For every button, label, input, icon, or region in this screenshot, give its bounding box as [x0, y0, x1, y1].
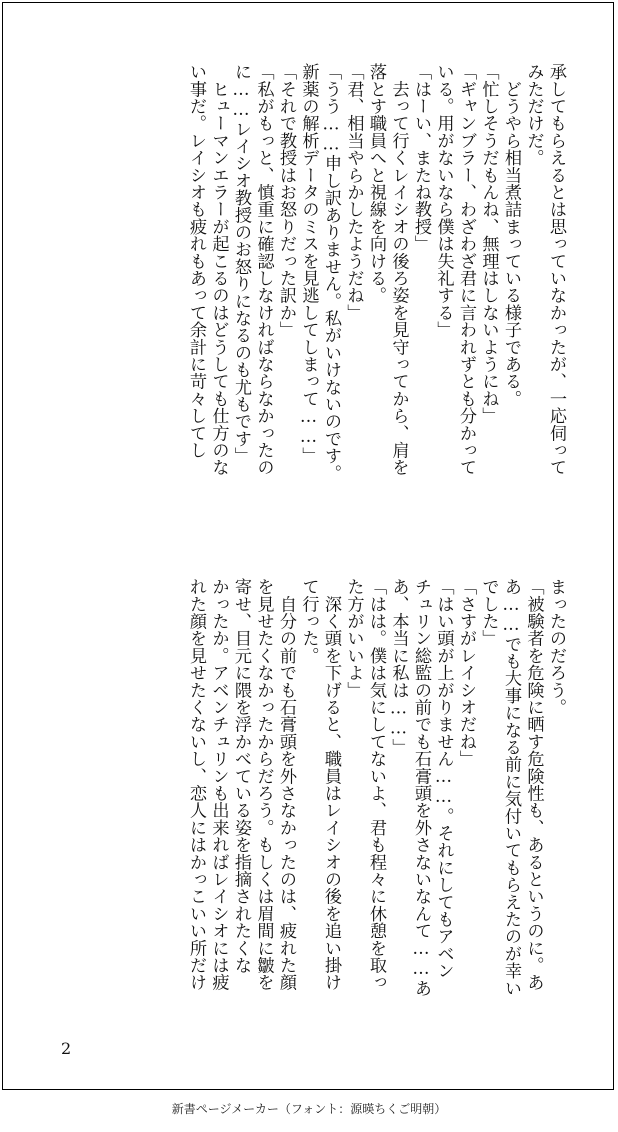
text-line: 自分の前でも石膏頭を外さなかったのは、疲れた顔 — [276, 578, 296, 991]
upper-text-column — [185, 63, 568, 533]
text-line: みただけだ。 — [523, 63, 544, 167]
text-line: 深く頭を下げると、職員はレイシオの後を追い掛け — [321, 578, 341, 991]
text-line: どうやら相当煮詰まっている様子である。 — [501, 63, 521, 407]
text-line: 「忙しそうだもんね、無理はしないようにね」 — [478, 63, 499, 425]
text-line: チュリン総監の前でも石膏頭を外さないなんて……あ — [411, 578, 431, 997]
lower-text-column — [185, 578, 568, 1048]
text-line: 「はい頭が上がりません……。それにしてもアベン — [433, 578, 454, 980]
text-line: 「さすがレイシオだね」 — [456, 578, 476, 768]
text-line: ヒューマンエラーが起こるのはどうしても仕方のな — [208, 63, 229, 476]
text-line: かったか。アベンチュリンも出来ればレイシオには疲 — [208, 578, 229, 991]
text-line: 承してもらえるとは思っていなかったが、一応伺って — [546, 63, 566, 476]
page-number: 2 — [61, 1039, 72, 1058]
text-line: い事だ。レイシオも疲れもあって余計に苛々してし — [186, 63, 206, 459]
text-line: 落とす職員へと視線を向ける。 — [366, 63, 386, 304]
text-line: 「うう……申し訳ありません。私がいけないのです。 — [321, 63, 341, 482]
text-line: いる。用がないなら僕は失礼する」 — [433, 63, 454, 339]
text-line: た方がいいよ」 — [343, 578, 364, 699]
text-line: 「それで教授はお怒りだった訳か」 — [276, 63, 296, 339]
text-line: まったのだろう。 — [546, 578, 566, 716]
text-line: あ……でも大事になる前に気付いてもらえたのが幸い — [501, 578, 521, 997]
text-line: 「はーい、またね教授」 — [411, 63, 431, 253]
text-line: を見せたくなかったからだろう。もしくは眉間に皺を — [253, 578, 274, 991]
text-line: 寄せ、目元に隈を浮かべている姿を指摘されたくな — [231, 578, 251, 974]
text-line: れた顔を見せたくないし、恋人にはかっこいい所だけ — [186, 578, 206, 991]
text-line: て行った。 — [298, 578, 319, 664]
text-line: 去って行くレイシオの後ろ姿を見守ってから、肩を — [388, 63, 409, 476]
text-line: 「私がもっと、慎重に確認しなければならなかったの — [253, 63, 274, 476]
text-line: 新薬の解析データのミスを見逃してしまって……」 — [298, 63, 319, 465]
text-line: あ、本当に私は……」 — [388, 578, 409, 756]
text-line: 「君、相当やらかしたようだね」 — [343, 63, 364, 321]
book-page — [2, 2, 614, 1090]
text-line: 「はは。僕は気にしてないよ、君も程々に休憩を取っ — [366, 578, 386, 991]
text-line: でした」 — [478, 578, 499, 647]
text-line: に……レイシオ教授のお怒りになるのも尤もです」 — [231, 63, 251, 465]
text-line: 「ギャンブラー、わざわざ君に言われずとも分かって — [456, 63, 476, 476]
text-line: 「被験者を危険に晒す危険性も、あるというのに。あ — [523, 578, 544, 991]
footer-credit: 新書ページメーカー（フォント：源暎ちくご明朝） — [171, 1102, 447, 1116]
